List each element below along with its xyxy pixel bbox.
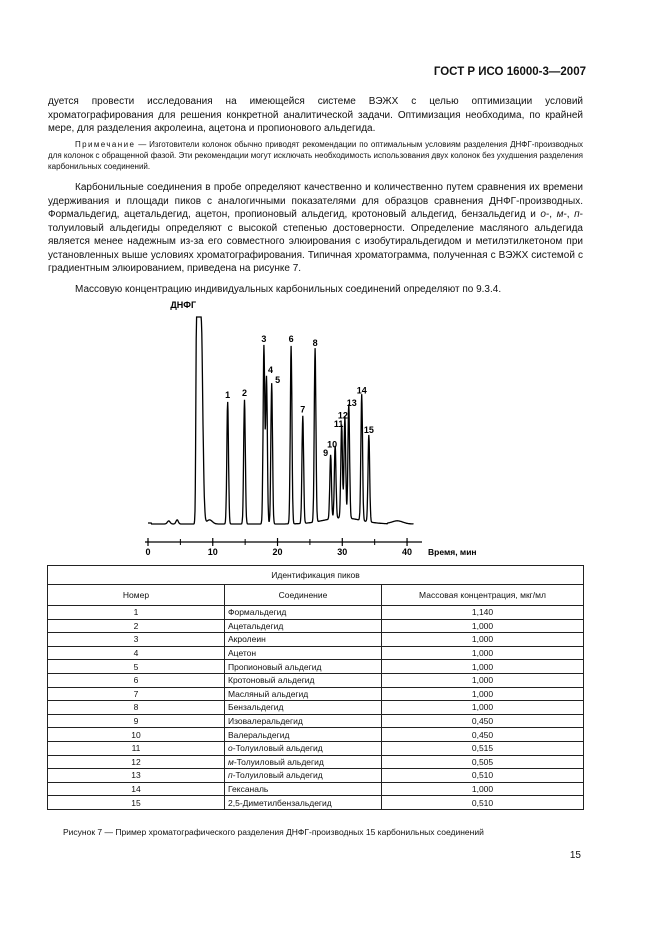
mass-concentration: 0,510 xyxy=(382,769,584,783)
compound-label: Изовалеральдегид xyxy=(228,716,303,727)
compound-name xyxy=(225,687,382,701)
compound-label: Бензальдегид xyxy=(228,702,284,713)
mass-concentration: 1,000 xyxy=(382,633,584,647)
compound-name xyxy=(225,646,382,660)
compound-name xyxy=(225,782,382,796)
compound-label: Валеральдегид xyxy=(228,729,290,740)
peak-number: 6 xyxy=(48,673,225,687)
compound-name xyxy=(225,728,382,742)
document-header: ГОСТ Р ИСО 16000-3—2007 xyxy=(433,66,586,78)
peak-identification-table xyxy=(47,565,584,810)
chromatogram-trace xyxy=(148,317,414,524)
table-row xyxy=(48,633,584,647)
mass-concentration: 1,000 xyxy=(382,660,584,674)
x-tick-label: 0 xyxy=(145,547,151,557)
compound-name xyxy=(225,796,382,810)
peak-number: 9 xyxy=(48,714,225,728)
peak-label: 8 xyxy=(312,338,318,349)
table-row xyxy=(48,673,584,687)
x-tick-label: 40 xyxy=(402,547,413,557)
para2-p: п xyxy=(574,209,580,220)
table-row xyxy=(48,714,584,728)
mass-concentration: 1,140 xyxy=(382,606,584,620)
mass-concentration: 1,000 xyxy=(382,646,584,660)
mass-concentration: 1,000 xyxy=(382,782,584,796)
compound-name xyxy=(225,673,382,687)
paragraph-1: дуется провести исследования на имеющейся системе ВЭЖХ с целью оптимизации условий хроматографирования для решения конкретной аналитической задачи. Оптимизация необходима, по крайней мере, для разделения акролеина, ацетона и пропионового альдегида. xyxy=(48,96,583,134)
peak-label: 3 xyxy=(261,333,267,344)
peak-label: 10 xyxy=(327,439,338,450)
isomer-prefix: м xyxy=(228,756,234,767)
peak-label: 12 xyxy=(337,410,348,421)
mass-concentration: 0,515 xyxy=(382,741,584,755)
para2-part2: -толуиловый альдегиды определяют с высокой степенью достоверности. Определение масляного альдегида является менее надежным из-за его совместного элюирования с изобутиральдегидом и метилэтилкетоном при установленных выше условиях хроматографирования. Типичная хроматограмма, полученная с ВЭЖХ системой с градиентным элюированием, приведена на рисунке 7. xyxy=(48,209,583,274)
peak-label: 1 xyxy=(225,389,231,400)
note-label: Примечание xyxy=(75,140,136,149)
peak-number: 7 xyxy=(48,687,225,701)
compound-label: Масляный альдегид xyxy=(228,688,309,699)
peak-number: 13 xyxy=(48,769,225,783)
table-row xyxy=(48,687,584,701)
peak-number: 2 xyxy=(48,619,225,633)
mass-concentration: 0,450 xyxy=(382,714,584,728)
table-caption: Идентификация пиков xyxy=(48,566,584,585)
note-text: — Изготовители колонок обычно приводят рекомендации по оптимальным условиям разделения ДНФГ-производных для колонок с обращенной фазой. Эти рекомендации могут исключать необходимость использования двух колонок без ухудшения разделения карбонильных соединений. xyxy=(48,140,583,171)
table-row xyxy=(48,646,584,660)
table-row xyxy=(48,796,584,810)
peak-label: ДНФГ xyxy=(170,300,197,310)
compound-name xyxy=(225,619,382,633)
paragraph-continuation xyxy=(48,95,583,136)
mass-concentration: 1,000 xyxy=(382,687,584,701)
compound-name xyxy=(225,741,382,755)
x-axis-label: Время, мин xyxy=(428,547,477,557)
compound-label: -Толуиловый альдегид xyxy=(232,770,323,781)
table-row xyxy=(48,606,584,620)
compound-name xyxy=(225,755,382,769)
compound-label: Ацетон xyxy=(228,648,257,659)
compound-name xyxy=(225,769,382,783)
page-number: 15 xyxy=(569,850,581,861)
compound-label: Формальдегид xyxy=(228,607,287,618)
x-tick-label: 10 xyxy=(207,547,218,557)
peak-number: 11 xyxy=(48,741,225,755)
peak-number: 4 xyxy=(48,646,225,660)
peak-label: 11 xyxy=(333,418,344,429)
peak-number: 1 xyxy=(48,606,225,620)
peak-label: 5 xyxy=(275,375,281,386)
chromatogram-chart xyxy=(0,295,661,565)
compound-label: -Толуиловый альдегид xyxy=(233,756,324,767)
header-concentration: Массовая концентрация, мкг/мл xyxy=(382,585,584,606)
x-tick-label: 20 xyxy=(272,547,283,557)
compound-name xyxy=(225,633,382,647)
para2-o: о xyxy=(540,209,546,220)
paragraph-identification xyxy=(48,181,583,276)
mass-concentration: 0,505 xyxy=(382,755,584,769)
peak-number: 5 xyxy=(48,660,225,674)
para2-part1: Карбонильные соединения в пробе определяют качественно и количественно путем сравнения их времени удерживания и площади пиков с аналогичными показателями для образцов сравнения ДНФГ-производных. Формальдегид, ацетальдегид, ацетон, пропионовый альдегид, кротоновый альдегид, бензальдегид и xyxy=(48,182,583,220)
compound-label: Ацетальдегид xyxy=(228,620,284,631)
mass-concentration: 1,000 xyxy=(382,673,584,687)
table-row xyxy=(48,769,584,783)
isomer-prefix: п xyxy=(228,770,233,781)
x-tick-label: 30 xyxy=(337,547,348,557)
table-row xyxy=(48,701,584,715)
header-number: Номер xyxy=(48,585,225,606)
peak-number: 3 xyxy=(48,633,225,647)
note-block xyxy=(48,139,583,172)
header-compound: Соединение xyxy=(225,585,382,606)
peak-number: 15 xyxy=(48,796,225,810)
compound-name xyxy=(225,701,382,715)
peak-label: 15 xyxy=(363,425,374,436)
table-row xyxy=(48,782,584,796)
para2-sep2: -, xyxy=(563,209,575,220)
mass-concentration: 0,510 xyxy=(382,796,584,810)
table-row xyxy=(48,660,584,674)
isomer-prefix: о xyxy=(228,743,233,754)
compound-label: Пропионовый альдегид xyxy=(228,661,322,672)
table-row xyxy=(48,741,584,755)
table-row xyxy=(48,728,584,742)
mass-concentration: 1,000 xyxy=(382,619,584,633)
table-row xyxy=(48,755,584,769)
peak-label: 9 xyxy=(323,447,329,458)
mass-concentration: 0,450 xyxy=(382,728,584,742)
para2-sep1: -, xyxy=(545,209,557,220)
compound-label: Кротоновый альдегид xyxy=(228,675,315,686)
peak-label: 2 xyxy=(241,387,248,398)
para2-m: м xyxy=(556,209,564,220)
peak-label: 7 xyxy=(300,404,306,415)
peak-number: 8 xyxy=(48,701,225,715)
peak-number: 14 xyxy=(48,782,225,796)
peak-label: 14 xyxy=(356,385,367,396)
peak-label: 13 xyxy=(346,398,357,409)
peak-label: 6 xyxy=(288,333,294,344)
compound-label: 2,5-Диметилбензальдегид xyxy=(228,797,332,808)
compound-name xyxy=(225,714,382,728)
compound-name xyxy=(225,606,382,620)
figure-caption: Рисунок 7 — Пример хроматографического разделения ДНФГ-производных 15 карбонильных соединений xyxy=(63,827,484,837)
paragraph-3: Массовую концентрацию индивидуальных карбонильных соединений определяют по 9.3.4. xyxy=(75,284,502,295)
peak-number: 12 xyxy=(48,755,225,769)
peak-number: 10 xyxy=(48,728,225,742)
mass-concentration: 1,000 xyxy=(382,701,584,715)
table-row xyxy=(48,619,584,633)
peak-label: 4 xyxy=(268,365,274,376)
compound-label: Акролеин xyxy=(228,634,266,645)
compound-label: -Толуиловый альдегид xyxy=(232,743,323,754)
compound-name xyxy=(225,660,382,674)
compound-label: Гексаналь xyxy=(228,784,269,795)
